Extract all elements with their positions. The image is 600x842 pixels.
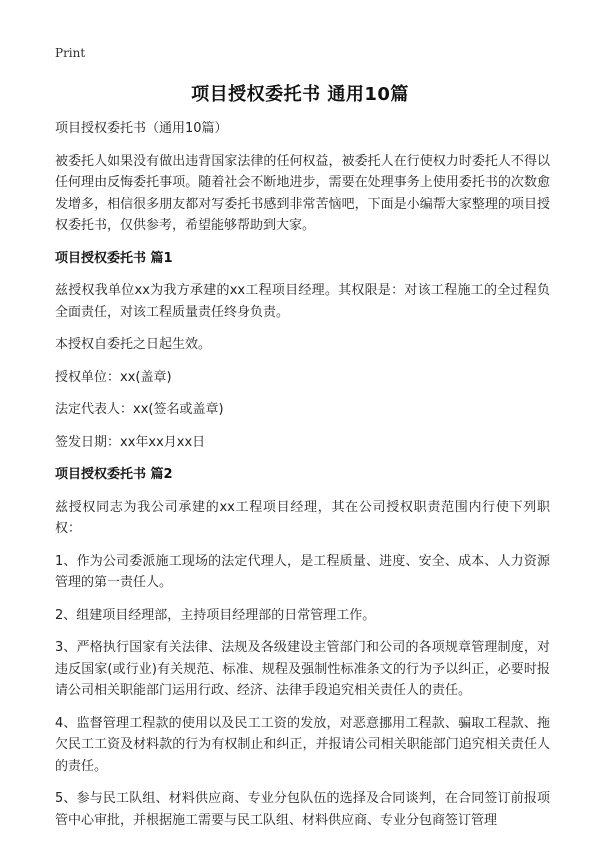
print-link[interactable]: Print [55,46,86,60]
s2-paragraph-3: 2、组建项目经理部，主持项目经理部的日常管理工作。 [55,607,376,623]
s1-paragraph-5: 签发日期：xx年xx月xx日 [55,434,206,450]
document-body [55,118,550,842]
section-heading-2: 项目授权委托书 篇2 [55,467,173,482]
section-heading-1: 项目授权委托书 篇1 [55,250,173,266]
page-title: 项目授权委托书 通用10篇 [191,84,409,105]
s2-paragraph-4: 3、严格执行国家有关法律、法规及各级建设主管部门和公司的各项规章管理制度，对违反国家(或行业)有关规范、标准、规程及强制性标准条文的行为予以纠正，必要时报请公司相关职能部门运用行政、经济、法律手段追究相关责任人的责任。 [55,640,550,698]
doc-subtitle: 项目授权委托书（通用10篇） [55,121,228,136]
s1-paragraph-3: 授权单位：xx(盖章) [55,369,172,385]
s2-paragraph-5: 4、监督管理工程款的使用以及民工工资的发放，对恶意挪用工程款、骗取工程款、拖欠民工工资及材料款的行为有权制止和纠正，并报请公司相关职能部门追究相关责任人的责任。 [55,715,550,774]
s1-paragraph-4: 法定代表人：xx(签名或盖章) [55,402,224,417]
s2-paragraph-1: 兹授权同志为我公司承建的xx工程项目经理，其在公司授权职责范围内行使下列职权： [55,499,550,536]
s2-paragraph-2: 1、作为公司委派施工现场的法定代理人，是工程质量、进度、安全、成本、人力资源管理的第一责任人。 [55,553,550,590]
s1-paragraph-1: 兹授权我单位xx为我方承建的xx工程项目经理。其权限是：对该工程施工的全过程负全面责任，对该工程质量责任终身负责。 [55,283,550,320]
intro-paragraph: 被委托人如果没有做出违背国家法律的任何权益，被委托人在行使权力时委托人不得以任何理由反悔委托事项。随着社会不断地进步，需要在处理事务上使用委托书的次数愈发增多，相信很多朋友都对写委托书感到非常苦恼吧，下面是小编帮大家整理的项目授权委托书，仅供参考，希望能够帮助到大家。 [55,153,550,233]
s1-paragraph-2: 本授权自委托之日起生效。 [55,337,212,352]
s2-paragraph-6: 5、参与民工队组、材料供应商、专业分包队伍的选择及合同谈判，在合同签订前报项管中心审批，并根据施工需要与民工队组、材料供应商、专业分包商签订管理 [55,791,550,828]
